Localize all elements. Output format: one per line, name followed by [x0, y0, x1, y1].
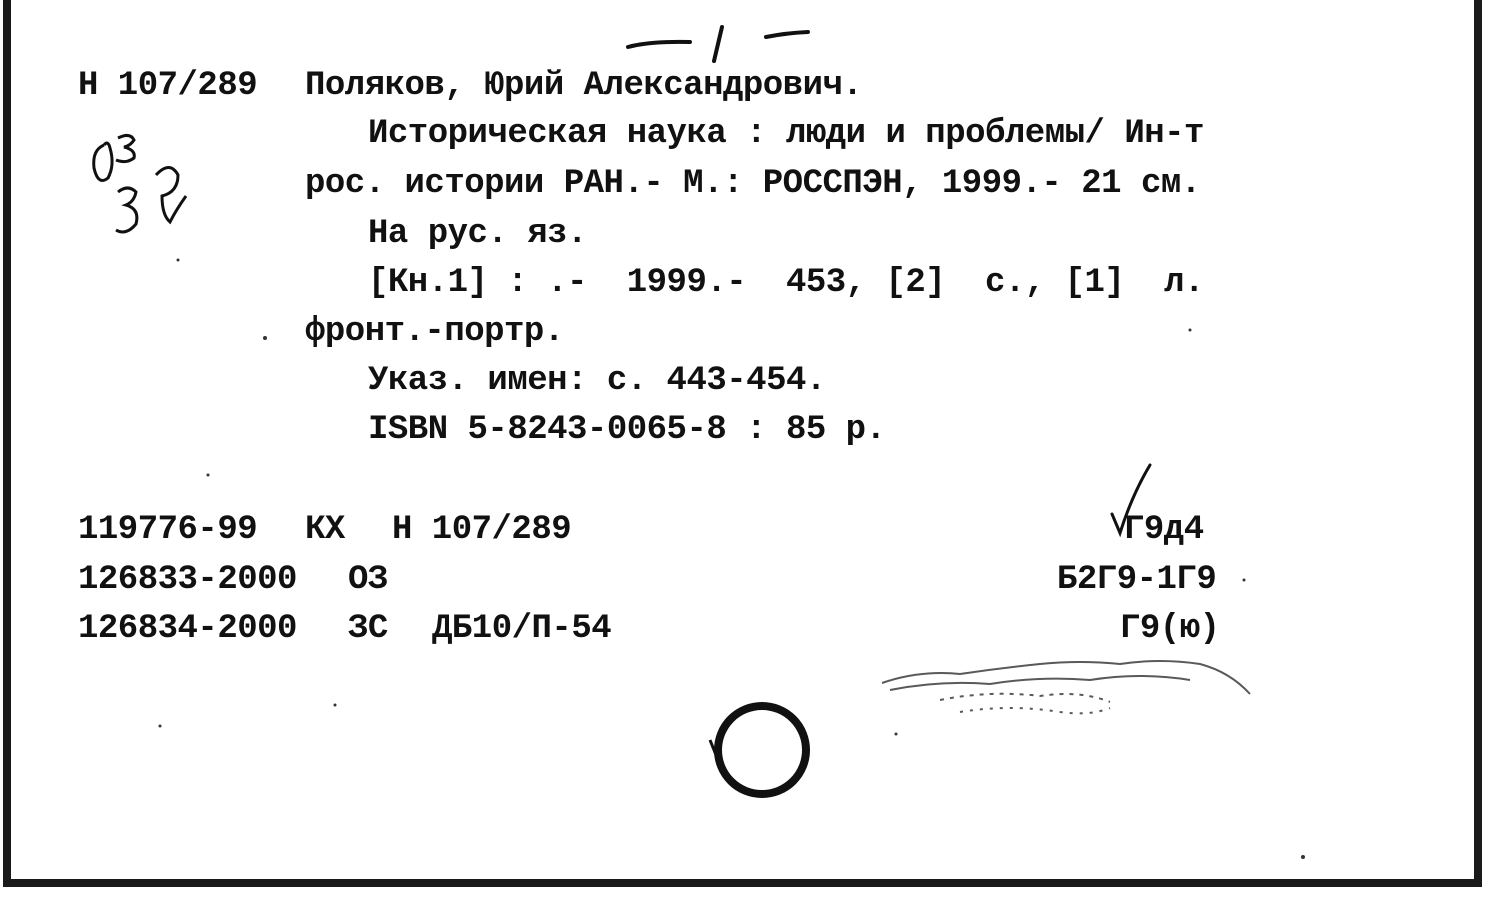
classification-index: Г9д4 — [1124, 511, 1204, 549]
index-note: Указ. имен: с. 443-454. — [368, 362, 826, 400]
author-heading: Поляков, Юрий Александрович. — [305, 67, 863, 105]
handwritten-ze — [116, 188, 137, 232]
volume-line-1: [Кн.1] : .- 1999.- 453, [2] с., [1] л. — [368, 264, 1204, 302]
holding-location: КХ — [305, 511, 345, 549]
title-line-1: Историческая наука : люди и проблемы/ Ин-т — [368, 115, 1204, 153]
holding-shelf: ДБ10/П-54 — [432, 610, 612, 648]
shelfmark: Н 107/289 — [78, 67, 258, 105]
handwritten-zero — [94, 143, 112, 180]
holding-location: ЗС — [348, 610, 388, 648]
title-line-2: рос. истории РАН.- М.: РОССПЭН, 1999.- 21 см. — [305, 165, 1201, 203]
volume-line-2: фронт.-портр. — [305, 313, 564, 351]
holding-shelf: Н 107/289 — [392, 511, 572, 549]
holding-location: ОЗ — [348, 561, 388, 599]
isbn-price: ISBN 5-8243-0065-8 : 85 р. — [368, 411, 886, 449]
page-marker-right-dash — [766, 32, 808, 37]
handwritten-es — [156, 168, 186, 223]
holding-number: 119776-99 — [78, 511, 258, 549]
erased-smudge — [882, 661, 1250, 713]
holding-number: 126834-2000 — [78, 610, 297, 648]
page-marker-left-dash — [628, 42, 690, 47]
language-note: На рус. яз. — [368, 215, 587, 253]
handwritten-three-small — [116, 135, 134, 161]
punch-hole-circle — [718, 706, 806, 794]
classification-index: Б2Г9-1Г9 — [1057, 561, 1217, 599]
holding-number: 126833-2000 — [78, 561, 297, 599]
page-marker-slash — [714, 27, 722, 61]
classification-index: Г9(ю) — [1120, 610, 1220, 648]
